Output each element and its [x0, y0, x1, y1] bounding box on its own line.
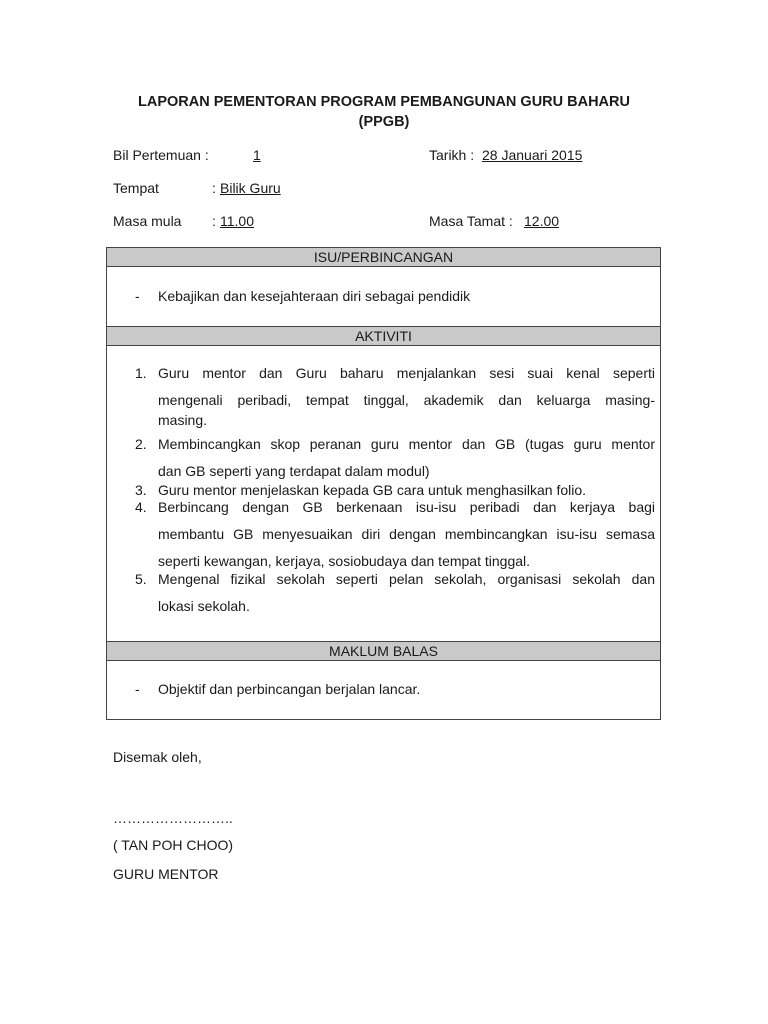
aktiviti-item-2-number: 2.: [135, 436, 147, 452]
bil-pertemuan-label: Bil Pertemuan :: [113, 147, 209, 163]
aktiviti-item-5-line-1: Mengenal fizikal sekolah seperti pelan sekolah, organisasi sekolah dan: [158, 571, 655, 587]
isu-section: [106, 247, 661, 327]
aktiviti-item-2: [135, 436, 655, 481]
maklum-balas-dash: -: [135, 681, 140, 697]
bil-pertemuan-value: 1: [253, 147, 261, 163]
tempat-value: Bilik Guru: [220, 180, 281, 196]
aktiviti-item-3: [135, 482, 655, 498]
mentor-name: ( TAN POH CHOO): [113, 837, 234, 853]
tempat-label: Tempat: [113, 180, 159, 196]
maklum-balas-item: Objektif dan perbincangan berjalan lancar.: [158, 681, 421, 697]
aktiviti-item-4-line-3: seperti kewangan, kerjaya, sosiobudaya dan tempat tinggal.: [158, 553, 531, 569]
isu-item: Kebajikan dan kesejahteraan diri sebagai pendidik: [158, 288, 471, 304]
masa-mula-label: Masa mula: [113, 213, 182, 229]
aktiviti-item-5: [135, 571, 655, 616]
tempat-colon: :: [212, 180, 216, 196]
signature-dots: ……………………..: [113, 810, 233, 826]
report-title-line-2: (PPGB): [358, 114, 410, 130]
tarikh-value: 28 Januari 2015: [482, 147, 583, 163]
isu-heading: ISU/PERBINCANGAN: [107, 248, 660, 267]
masa-tamat-value: 12.00: [524, 213, 560, 229]
mentor-role: GURU MENTOR: [113, 866, 219, 882]
report-title-line-1: LAPORAN PEMENTORAN PROGRAM PEMBANGUNAN GURU BAHARU: [138, 94, 630, 110]
aktiviti-item-1-line-1: Guru mentor dan Guru baharu menjalankan sesi suai kenal seperti: [158, 365, 655, 381]
aktiviti-item-4-number: 4.: [135, 499, 147, 515]
aktiviti-item-3-line-1: Guru mentor menjelaskan kepada GB cara untuk menghasilkan folio.: [158, 482, 587, 498]
aktiviti-item-4: [135, 499, 655, 571]
aktiviti-item-1-number: 1.: [135, 365, 147, 381]
aktiviti-item-5-line-2: lokasi sekolah.: [158, 598, 250, 614]
maklum-balas-heading: MAKLUM BALAS: [107, 642, 660, 661]
aktiviti-item-5-number: 5.: [135, 571, 147, 587]
aktiviti-item-2-line-1: Membincangkan skop peranan guru mentor dan GB (tugas guru mentor: [158, 436, 655, 452]
masa-tamat-label: Masa Tamat :: [429, 213, 513, 229]
masa-mula-value: 11.00: [220, 213, 254, 229]
aktiviti-item-1-line-3: masing.: [158, 412, 208, 428]
aktiviti-item-1-line-2: mengenali peribadi, tempat tinggal, akademik dan keluarga masing-: [158, 392, 655, 408]
masa-mula-colon: :: [212, 213, 216, 229]
aktiviti-item-2-line-2: dan GB seperti yang terdapat dalam modul): [158, 463, 430, 479]
aktiviti-item-4-line-2: membantu GB menyesuaikan diri dengan membincangkan isu-isu semasa: [158, 526, 655, 542]
aktiviti-heading: AKTIVITI: [107, 327, 660, 346]
aktiviti-item-1: [135, 365, 655, 430]
aktiviti-item-3-number: 3.: [135, 482, 147, 498]
tarikh-label: Tarikh :: [429, 147, 475, 163]
aktiviti-item-4-line-1: Berbincang dengan GB berkenaan isu-isu peribadi dan kerjaya bagi: [158, 499, 655, 515]
isu-dash: -: [135, 288, 140, 304]
disemak-oleh: Disemak oleh,: [113, 749, 202, 765]
